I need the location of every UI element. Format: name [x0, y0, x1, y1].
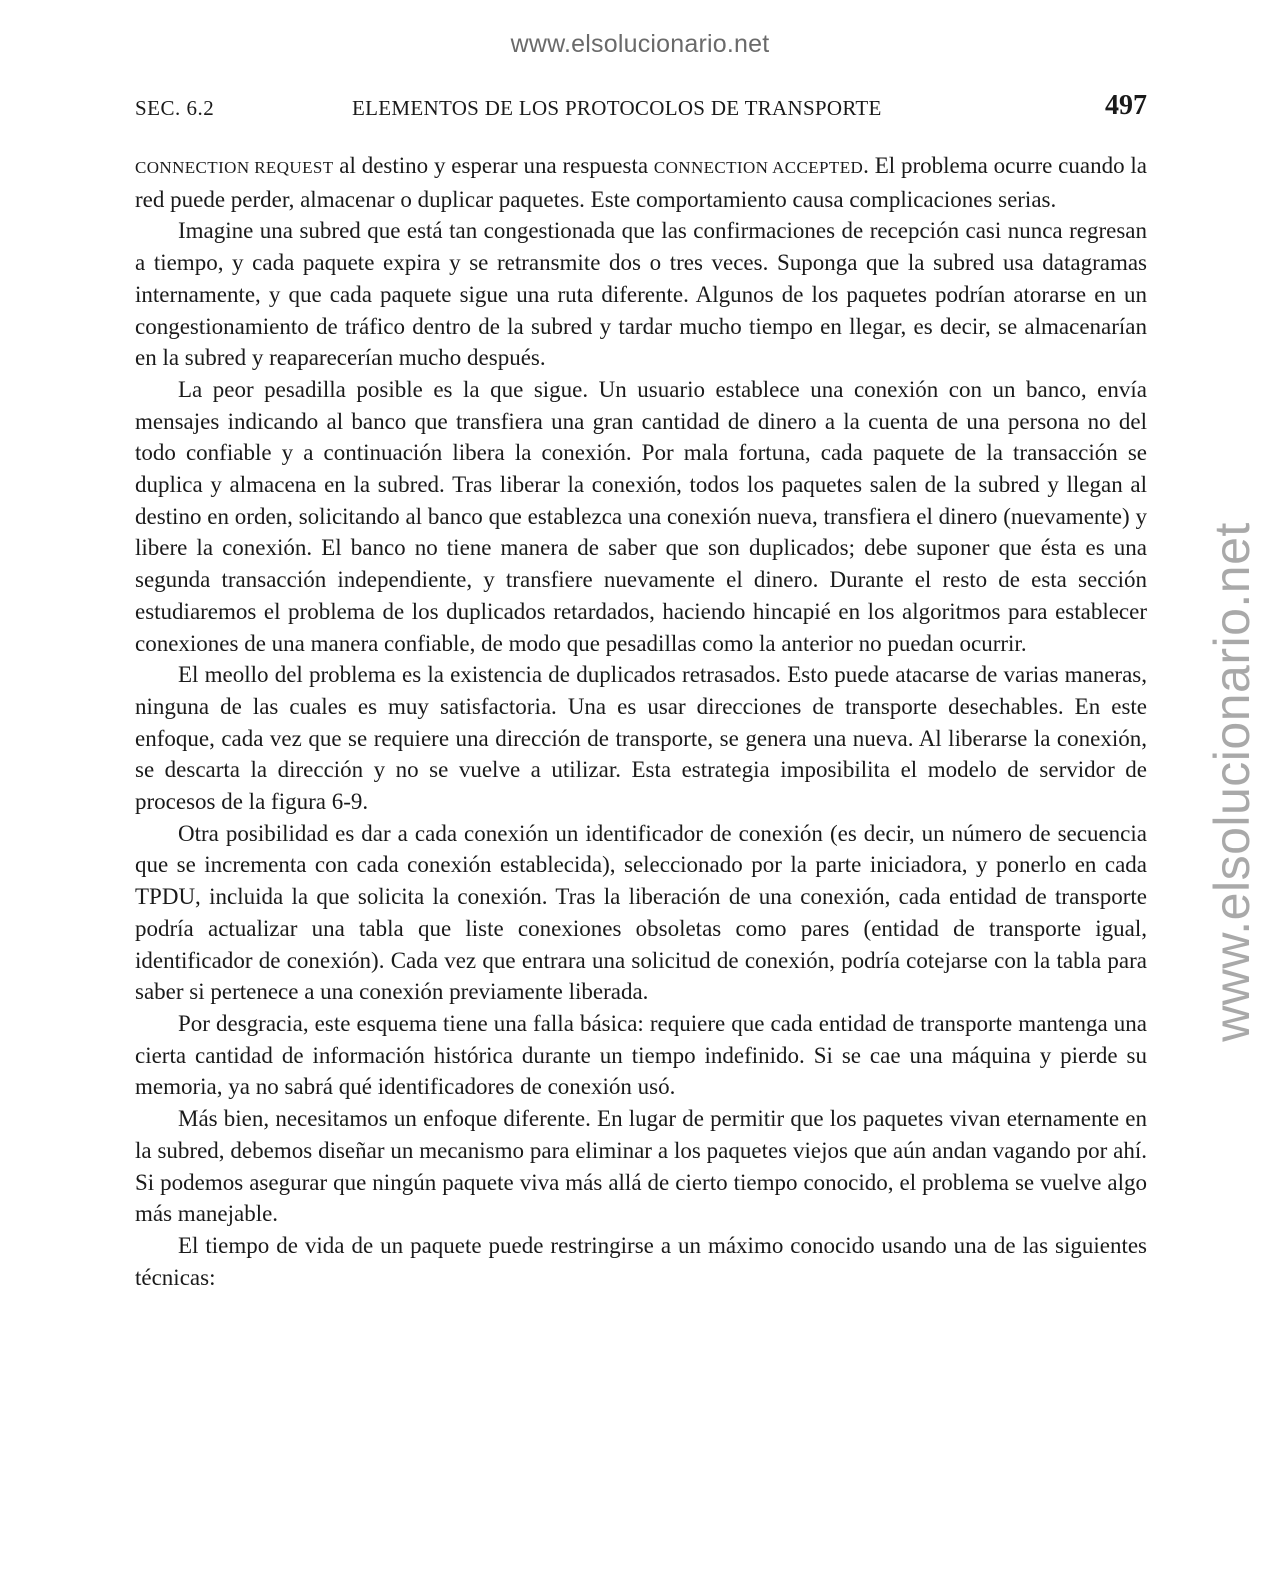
paragraph-1-text-b: . El problema ocurre cuando la red puede perder, almacenar o duplicar paquetes. Este comportamiento causa complicaciones serias.	[135, 153, 1147, 212]
paragraph-4: El meollo del problema es la existencia de duplicados retrasados. Esto puede atacarse de varias maneras, ninguna de las cuales es muy satisfactoria. Una es usar direcciones de transporte desechables. En este enfoque, cada vez que se requiere una dirección de transporte, se genera una nueva. Al liberarse la conexión, se descarta la dirección y no se vuelve a utilizar. Esta estrategia imposibilita el modelo de servidor de procesos de la figura 6-9.	[135, 662, 1147, 815]
connection-accepted-term: CONNECTION ACCEPTED	[653, 158, 864, 177]
body-text	[135, 150, 1147, 1293]
chapter-section-title: ELEMENTOS DE LOS PROTOCOLOS DE TRANSPORTE	[352, 96, 882, 120]
paragraph-1-text-a: al destino y esperar una respuesta	[333, 153, 654, 178]
paragraph-3: La peor pesadilla posible es la que sigue. Un usuario establece una conexión con un banco, envía mensajes indicando al banco que transfiera una gran cantidad de dinero a la cuenta de una persona no del todo confiable y a continuación libera la conexión. Por mala fortuna, cada paquete de la transacción se duplica y almacena en la subred. Tras liberar la conexión, todos los paquetes salen de la subred y llegan al destino en orden, solicitando al banco que establezca una conexión nueva, transfiera el dinero (nuevamente) y libere la conexión. El banco no tiene manera de saber que son duplicados; debe suponer que ésta es una segunda transacción independiente, y transfiere nuevamente el dinero. Durante el resto de esta sección estudiaremos el problema de los duplicados retardados, haciendo hincapié en los algoritmos para establecer conexiones de una manera confiable, de modo que pesadillas como la anterior no puedan ocurrir.	[135, 376, 1147, 656]
paragraph-6: Por desgracia, este esquema tiene una falla básica: requiere que cada entidad de transporte mantenga una cierta cantidad de información histórica durante un tiempo indefinido. Si se cae una máquina y pierde su memoria, ya no sabrá qué identificadores de conexión usó.	[135, 1010, 1147, 1100]
paragraph-8: El tiempo de vida de un paquete puede restringirse a un máximo conocido usando una de las siguientes técnicas:	[135, 1232, 1147, 1290]
running-head	[135, 92, 1147, 126]
connection-request-term: CONNECTION REQUEST	[135, 158, 334, 177]
paragraph-5: Otra posibilidad es dar a cada conexión un identificador de conexión (es decir, un número de secuencia que se incrementa con cada conexión establecida), seleccionado por la parte iniciadora, y ponerlo en cada TPDU, incluida la que solicita la conexión. Tras la liberación de una conexión, cada entidad de transporte podría actualizar una tabla que liste conexiones obsoletas como pares (entidad de transporte igual, identificador de conexión). Cada vez que entrara una solicitud de conexión, podría cotejarse con la tabla para saber si pertenece a una conexión previamente liberada.	[135, 820, 1147, 1005]
paragraph-1	[135, 150, 1147, 215]
watermark-top: www.elsolucionario.net	[510, 30, 770, 58]
section-number: SEC. 6.2	[135, 96, 215, 120]
paragraph-2: Imagine una subred que está tan congestionada que las confirmaciones de recepción casi nunca regresan a tiempo, y cada paquete expira y se retransmite dos o tres veces. Suponga que la subred usa datagramas internamente, y que cada paquete sigue una ruta diferente. Algunos de los paquetes podrían atorarse en un congestionamiento de tráfico dentro de la subred y tardar mucho tiempo en llegar, es decir, se almacenarían en la subred y reaparecerían mucho después.	[135, 218, 1147, 371]
watermark-side: www.elsolucionario.net	[1204, 522, 1260, 1042]
paragraph-7: Más bien, necesitamos un enfoque diferente. En lugar de permitir que los paquetes vivan eternamente en la subred, debemos diseñar un mecanismo para eliminar a los paquetes viejos que aún andan vagando por ahí. Si podemos asegurar que ningún paquete viva más allá de cierto tiempo conocido, el problema se vuelve algo más manejable.	[135, 1106, 1147, 1227]
page-number: 497	[1105, 90, 1147, 121]
